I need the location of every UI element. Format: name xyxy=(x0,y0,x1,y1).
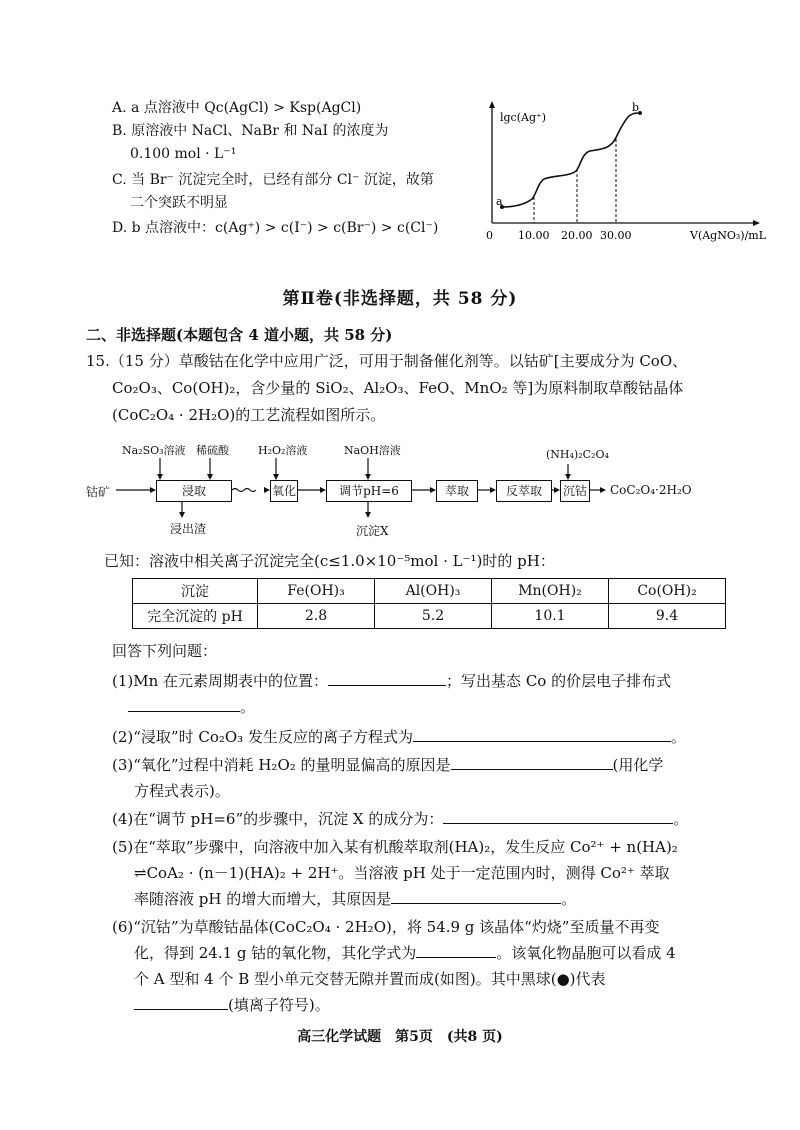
flow-step-adjust-ph: 调节pH=6 xyxy=(326,480,412,502)
question-5-line3 xyxy=(134,886,576,912)
option-a: A. a 点溶液中 Qc(AgCl) > Ksp(AgCl) xyxy=(112,100,362,116)
q6-text-e: (填离子符号)。 xyxy=(228,996,330,1014)
flow-step-leaching: 浸取 xyxy=(156,480,232,502)
question-3-cont: 方程式表示)。 xyxy=(134,782,230,800)
flow-reagent-h2o2: H₂O₂溶液 xyxy=(258,444,308,457)
q1-text-a: (1)Mn 在元素周期表中的位置： xyxy=(112,672,329,690)
graph-x-arrow xyxy=(753,220,760,226)
q5-text-d: 。 xyxy=(561,890,577,908)
option-b: B. 原溶液中 NaCl、NaBr 和 NaI 的浓度为 xyxy=(112,123,389,139)
q3-text-b: (用化学 xyxy=(612,756,664,774)
q2-text-b: 。 xyxy=(670,728,686,746)
q6-text-b: 化，得到 24.1 g 钴的氧化物，其化学式为 xyxy=(134,944,417,962)
table-header-cell: Mn(OH)₂ xyxy=(492,579,609,604)
q3-blank[interactable] xyxy=(451,753,613,770)
option-c-cont: 二个突跃不明显 xyxy=(130,195,228,211)
graph-origin: 0 xyxy=(486,229,493,242)
table-row xyxy=(133,604,726,629)
table-header-cell: Co(OH)₂ xyxy=(609,579,726,604)
q1-text-c: 。 xyxy=(240,698,256,716)
q4-text-a: (4)在“调节 pH=6”的步骤中，沉淀 X 的成分为： xyxy=(112,810,444,828)
table-cell: 9.4 xyxy=(609,604,726,629)
flow-step-back-extraction: 反萃取 xyxy=(496,480,552,502)
table-header-row xyxy=(133,579,726,604)
question-5: (5)在“萃取”步骤中，向溶液中加入某有机酸萃取剂(HA)₂，发生反应 Co²⁺ + n(HA)₂ xyxy=(112,838,678,856)
q15-line2: Co₂O₃、Co(OH)₂，含少量的 SiO₂、Al₂O₃、FeO、MnO₂ 等]为原料制取草酸钴晶体 xyxy=(112,379,684,397)
graph-ylabel: lgc(Ag⁺) xyxy=(500,111,547,124)
part-title: 二、非选择题(本题包含 4 道小题，共 58 分) xyxy=(86,326,393,344)
titration-curve xyxy=(502,113,640,207)
q5-text-c: 率随溶液 pH 的增大而增大，其原因是 xyxy=(134,890,392,908)
flow-step-extraction: 萃取 xyxy=(436,480,478,502)
section-title: 第Ⅱ卷(非选择题，共 58 分) xyxy=(282,289,518,309)
ph-table xyxy=(132,578,726,629)
q15-line1: 15.（15 分）草酸钴在化学中应用广泛，可用于制备催化剂等。以钴矿[主要成分为 CoO、 xyxy=(86,352,688,370)
q4-text-b: 。 xyxy=(673,810,689,828)
question-5-line2: ⇌CoA₂ · (n－1)(HA)₂ + 2H⁺。当溶液 pH 处于一定范围内时，测得 Co²⁺ 萃取 xyxy=(134,864,670,882)
answer-prompt: 回答下列问题： xyxy=(112,642,218,660)
page-footer: 高三化学试题 第5页 (共8 页) xyxy=(297,1029,503,1045)
flow-precipitate-x: 沉淀X xyxy=(356,524,389,538)
q1-blank-2[interactable] xyxy=(128,695,240,712)
flow-reagent-nh4c2o4: (NH₄)₂C₂O₄ xyxy=(546,448,609,461)
flow-residue: 浸出渣 xyxy=(170,522,207,536)
q1-blank-1[interactable] xyxy=(328,669,446,686)
q15-line3: (CoC₂O₄ · 2H₂O)的工艺流程如图所示。 xyxy=(112,406,386,424)
graph-point-b: b xyxy=(632,101,640,114)
flow-reagent-h2so4: 稀硫酸 xyxy=(196,444,229,457)
graph-tick-20: 20.00 xyxy=(561,229,593,242)
graph-point-a: a xyxy=(496,195,503,208)
graph-tick-10: 10.00 xyxy=(518,229,550,242)
flow-reagent-naoh: NaOH溶液 xyxy=(344,444,401,457)
question-6-line3: 个 A 型和 4 个 B 型小单元交替无隙并置而成(如图)。其中黑球(●)代表 xyxy=(134,970,606,988)
graph-tick-30: 30.00 xyxy=(600,229,632,242)
question-6-line2 xyxy=(134,940,676,966)
q6-blank-1[interactable] xyxy=(416,941,496,958)
flow-product: CoC₂O₄·2H₂O xyxy=(610,483,692,497)
table-header-cell: Fe(OH)₃ xyxy=(258,579,375,604)
q6-blank-2[interactable] xyxy=(134,993,228,1010)
option-c: C. 当 Br⁻ 沉淀完全时，已经有部分 Cl⁻ 沉淀，故第 xyxy=(112,172,434,188)
flow-step-oxidation: 氧化 xyxy=(270,480,298,502)
q6-text-c: 。该氧化物晶胞可以看成 4 xyxy=(496,944,676,962)
question-1-cont xyxy=(128,694,255,720)
q4-blank[interactable] xyxy=(443,807,673,824)
question-6-line4 xyxy=(134,992,330,1018)
process-flow xyxy=(86,438,726,548)
table-row-label: 完全沉淀的 pH xyxy=(133,604,258,629)
flow-raw-material: 钴矿 xyxy=(86,485,111,499)
option-d: D. b 点溶液中：c(Ag⁺) > c(I⁻) > c(Br⁻) > c(Cl⁻) xyxy=(112,220,439,236)
option-b-cont: 0.100 mol · L⁻¹ xyxy=(130,146,237,162)
titration-graph xyxy=(480,95,780,245)
table-cell: 5.2 xyxy=(375,604,492,629)
flow-reagent-na2so3: Na₂SO₃溶液 xyxy=(122,444,186,457)
q5-blank[interactable] xyxy=(391,887,561,904)
graph-xlabel: V(AgNO₃)/mL xyxy=(690,229,767,242)
question-4 xyxy=(112,806,688,832)
question-3 xyxy=(112,752,663,778)
graph-y-arrow xyxy=(489,101,495,108)
question-6: (6)“沉钴”为草酸钴晶体(CoC₂O₄ · 2H₂O)，将 54.9 g 该晶体“灼烧”至质量不再变 xyxy=(112,918,660,936)
q2-blank[interactable] xyxy=(413,725,671,742)
q1-text-b: ；写出基态 Co 的价层电子排布式 xyxy=(446,672,672,690)
q3-text-a: (3)“氧化”过程中消耗 H₂O₂ 的量明显偏高的原因是 xyxy=(112,756,451,774)
known-text: 已知：溶液中相关离子沉淀完全(c≤1.0×10⁻⁵mol · L⁻¹)时的 pH： xyxy=(104,552,555,570)
table-header-cell: 沉淀 xyxy=(133,579,258,604)
flow-step-precipitate-co: 沉钴 xyxy=(560,480,590,502)
table-cell: 2.8 xyxy=(258,604,375,629)
question-1 xyxy=(112,668,671,694)
question-2 xyxy=(112,724,686,750)
table-header-cell: Al(OH)₃ xyxy=(375,579,492,604)
q2-text-a: (2)“浸取”时 Co₂O₃ 发生反应的离子方程式为 xyxy=(112,728,413,746)
table-cell: 10.1 xyxy=(492,604,609,629)
